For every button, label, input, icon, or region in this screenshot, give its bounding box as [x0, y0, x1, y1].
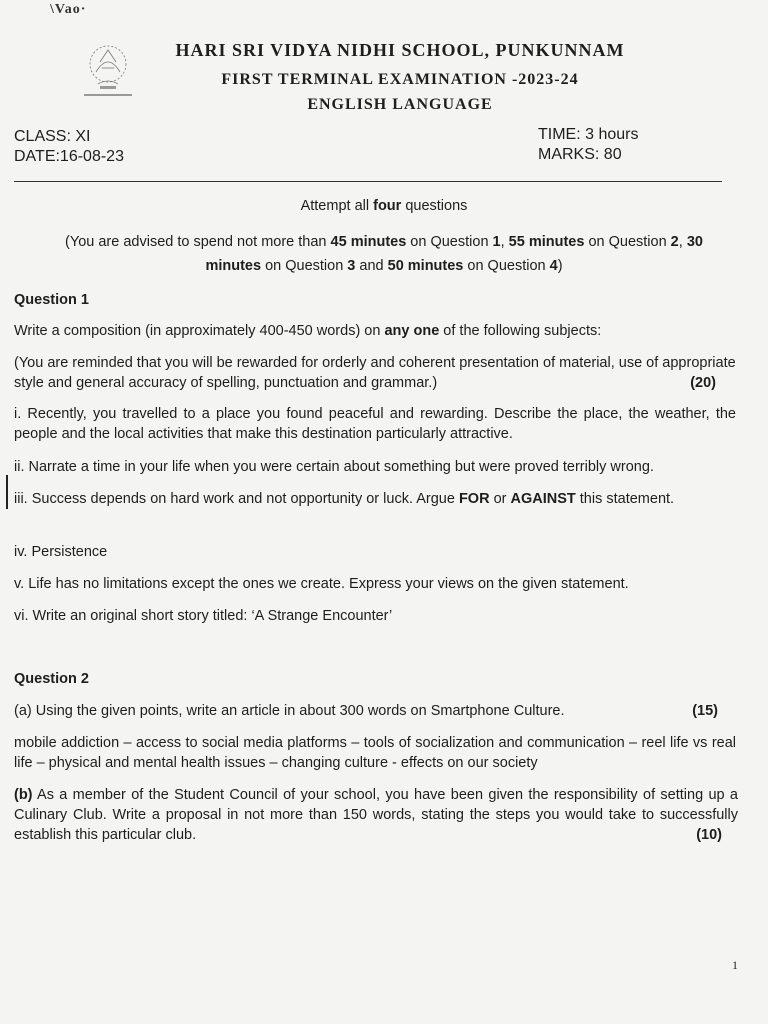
date-label: DATE:16-08-23: [14, 148, 124, 165]
question-1-intro: Write a composition (in approximately 400-450 words) on any one of the following subjects:: [14, 323, 602, 339]
instruction-time-advice: (You are advised to spend not more than 45 minutes on Question 1, 55 minutes on Question 2, 30 minutes on Question 3 and 50 minutes on Question 4): [65, 234, 703, 274]
question-1-item-vi: vi. Write an original short story titled: ‘A Strange Encounter’: [14, 608, 393, 624]
exam-title: FIRST TERMINAL EXAMINATION -2023-24: [221, 71, 579, 88]
instruction-attempt: Attempt all four questions: [300, 198, 468, 214]
question-2b: (b) As a member of the Student Council of your school, you have been given the responsibility of setting up a Culinary Club. Write a proposal in not more than 150 words, stating the steps you would take to successfully establish this particular club.: [14, 787, 738, 843]
question-2a-marks: (15): [692, 703, 718, 719]
question-1-item-ii: ii. Narrate a time in your life when you were certain about something but were proved terribly wrong.: [14, 459, 654, 475]
question-1-item-iv: iv. Persistence: [14, 544, 108, 560]
school-logo-icon: [78, 38, 138, 100]
question-2a: (a) Using the given points, write an article in about 300 words on Smartphone Culture. (15): [14, 703, 718, 719]
header-divider: [14, 181, 722, 182]
question-1-note: (You are reminded that you will be rewarded for orderly and coherent presentation of material, use of appropriate style and general accuracy of spelling, punctuation and grammar.) (20): [14, 355, 736, 391]
question-2b-marks-row: [14, 825, 736, 845]
question-1-item-i: i. Recently, you travelled to a place you found peaceful and rewarding. Describe the place, the weather, the people and the local activities that make this destination particularly attractive.: [14, 406, 736, 442]
question-1-heading: Question 1: [14, 292, 89, 308]
meta-right: [538, 125, 638, 165]
page-number: 1: [732, 958, 738, 972]
question-2b-marks: (10): [696, 827, 722, 843]
question-2-heading: Question 2: [14, 671, 89, 687]
school-name: HARI SRI VIDYA NIDHI SCHOOL, PUNKUNNAM: [175, 40, 625, 60]
question-1-item-iii: iii. Success depends on hard work and not opportunity or luck. Argue FOR or AGAINST this statement.: [14, 491, 675, 507]
margin-mark: [6, 475, 8, 509]
subject-title: ENGLISH LANGUAGE: [307, 96, 493, 113]
corner-mark: \Vao·: [50, 2, 87, 17]
question-2a-points: mobile addiction – access to social media platforms – tools of socialization and communication – reel life vs real life – physical and mental health issues – changing culture - effects on our society: [14, 735, 736, 771]
time-label: TIME: 3 hours: [538, 126, 639, 143]
question-1-marks: (20): [690, 375, 716, 391]
marks-label: MARKS: 80: [538, 146, 622, 163]
question-1-item-v: v. Life has no limitations except the ones we create. Express your views on the given statement.: [14, 576, 629, 592]
class-label: CLASS: XI: [14, 128, 91, 145]
meta-left: [14, 127, 124, 167]
